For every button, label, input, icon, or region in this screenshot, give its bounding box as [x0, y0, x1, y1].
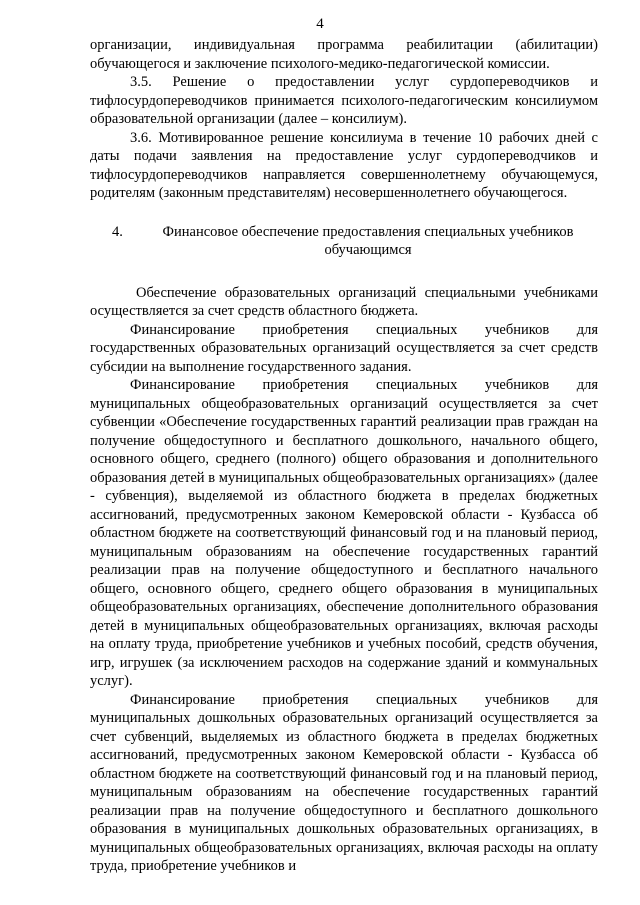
- paragraph-3-6: 3.6. Мотивированное решение консилиума в течение 10 рабочих дней с даты подачи заявления на предоставление услуг сурдопереводчиков и тифлосурдопереводчиков направляется совершеннолетнему обучающемуся, родителям (законным представителям) несовершеннолетнего обучающегося.: [90, 129, 598, 201]
- document-body: [90, 36, 598, 876]
- paragraph-municipal-general: Финансирование приобретения специальных учебников для муниципальных общеобразовательных организаций осуществляется за счет субвенции «Обеспечение государственных гарантий реализации прав граждан на получение общедоступного и бесплатного дошкольного, начального общего, основного общего, среднего (полного) общего образования и дополнительного образования детей в муниципальных общеобразовательных организациях» (далее - субвенция), выделяемой из областного бюджета в пределах бюджетных ассигнований, предусмотренных законом Кемеровской области - Кузбасса об областном бюджете на соответствующий финансовый год и на плановый период, муниципальным образованиям на обеспечение государственных гарантий реализации прав на получение общедоступного и бесплатного начального общего, основного общего, среднего общего образования в муниципальных общеобразовательных организациях, обеспечение дополнительного образования детей в муниципальных общеобразовательных организациях, включая расходы на оплату труда, приобретение учебников и учебных пособий, средств обучения, игр, игрушек (за исключением расходов на содержание зданий и коммунальных услуг).: [90, 377, 598, 689]
- paragraph-municipal-preschool: Финансирование приобретения специальных учебников для муниципальных дошкольных образовательных организаций осуществляется за счет субвенций, выделяемых из областного бюджета в пределах бюджетных ассигнований, предусмотренных законом Кемеровской области - Кузбасса об областном бюджете на соответствующий финансовый год и на плановый период, муниципальным образованиям на обеспечение государственных гарантий реализации прав на получение общедоступного и бесплатного дошкольного образования в муниципальных дошкольных образовательных организациях, в муниципальных общеобразовательных организациях, включая расходы на оплату труда, приобретение учебников и: [90, 691, 598, 874]
- paragraph-continuation: организации, индивидуальная программа реабилитации (абилитации) обучающегося и заключение психолого-медико-педагогической комиссии.: [90, 37, 598, 72]
- paragraph-funding-source: Обеспечение образовательных организаций специальными учебниками осуществляется за счет средств областного бюджета.: [90, 284, 598, 319]
- section-title: Финансовое обеспечение предоставления специальных учебников обучающимся: [162, 223, 574, 258]
- paragraph-3-5: 3.5. Решение о предоставлении услуг сурдопереводчиков и тифлосурдопереводчиков принимается психолого-педагогическим консилиумом образовательной организации (далее – консилиум).: [90, 74, 598, 127]
- page-number: 4: [316, 16, 324, 32]
- paragraph-state-organizations: Финансирование приобретения специальных учебников для государственных образовательных организаций осуществляется за счет средств субсидии на выполнение государственного задания.: [90, 321, 598, 375]
- section-heading: [90, 223, 598, 260]
- section-number: 4.: [112, 223, 123, 240]
